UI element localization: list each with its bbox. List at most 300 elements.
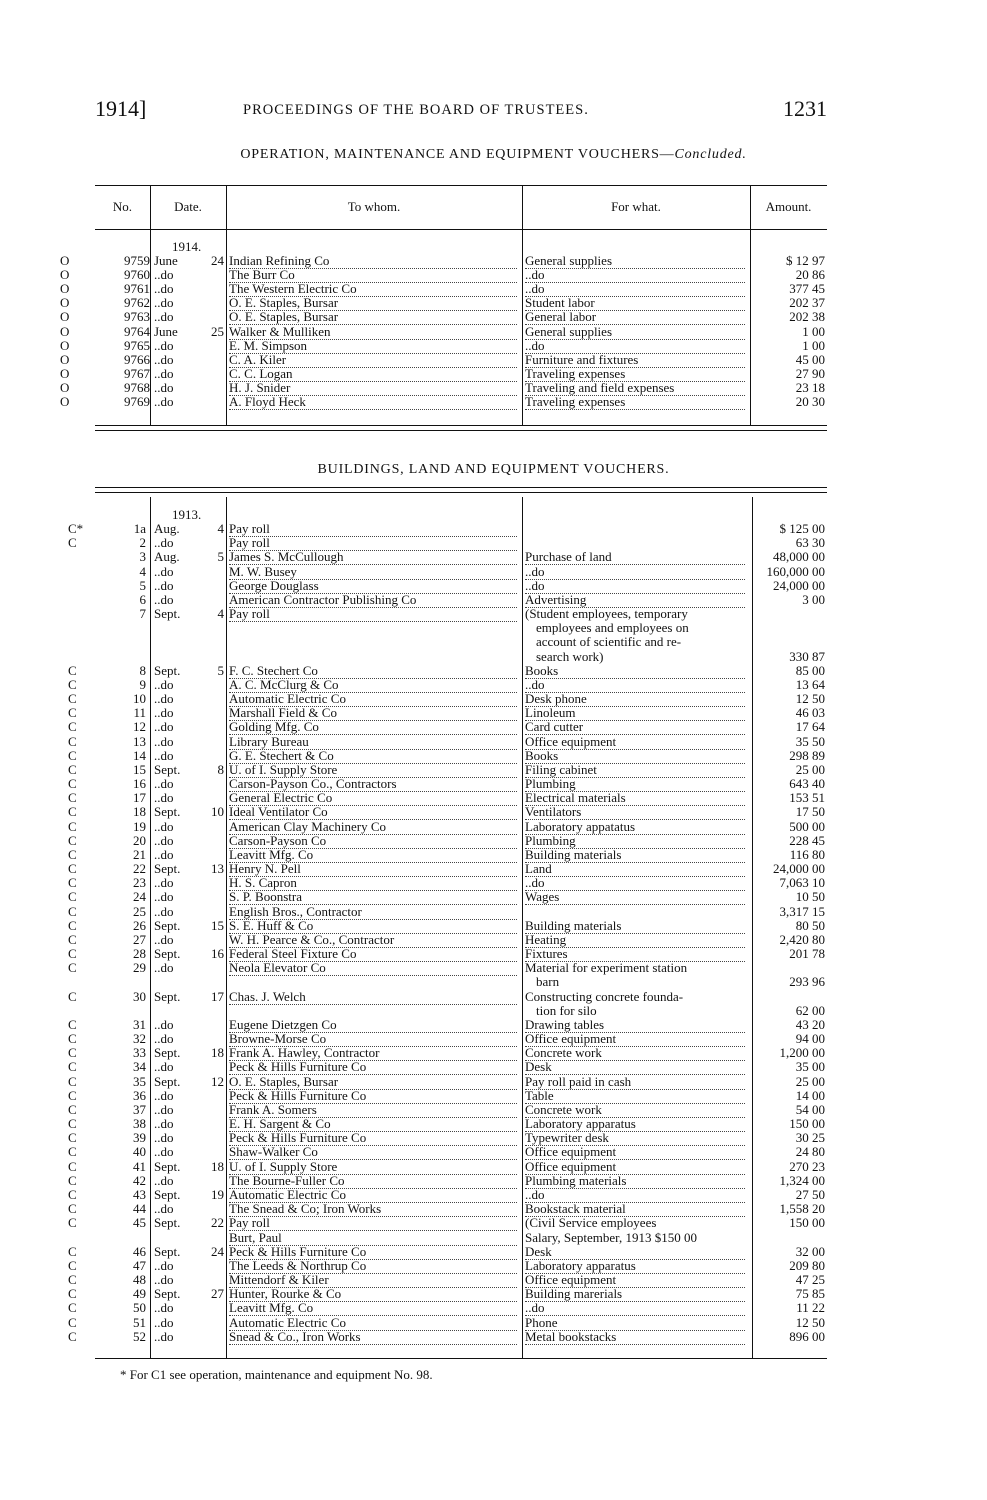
voucher-mark: C (68, 691, 77, 707)
payee: Eugene Dietzgen Co (229, 1018, 517, 1033)
voucher-mark: O (60, 394, 70, 409)
voucher-date: ..do (154, 818, 174, 834)
voucher-number: 9768 (124, 379, 150, 395)
voucher-mark: C* (68, 521, 84, 536)
voucher-date: ..do (154, 394, 174, 409)
purpose: Land (525, 862, 745, 877)
payee: U. of I. Supply Store (229, 763, 517, 778)
voucher-date: Sept. (154, 1073, 181, 1089)
payee: A. C. McClurg & Co (229, 678, 517, 693)
header-title: PROCEEDINGS OF THE BOARD OF TRUSTEES. (243, 102, 589, 118)
section1-title-suffix: Concluded. (674, 147, 747, 162)
year-label: 1914. (172, 238, 202, 254)
purpose: ..do (525, 876, 745, 891)
voucher-number: 6 (139, 591, 146, 607)
voucher-date: ..do (154, 535, 174, 551)
payee: F. C. Stechert Co (229, 664, 517, 679)
purpose: Office equipment (525, 1273, 745, 1288)
payee: A. Floyd Heck (229, 395, 517, 410)
amount: 500 00 (789, 818, 825, 834)
payee: Browne-Morse Co (229, 1032, 517, 1047)
amount: 17 64 (795, 719, 825, 735)
payee: Peck & Hills Furniture Co (229, 1089, 517, 1104)
voucher-date: Sept. (154, 988, 181, 1004)
footnote: * For C1 see operation, maintenance and equipment No. 98. (120, 1367, 433, 1382)
voucher-date: ..do (154, 832, 174, 848)
voucher-date: ..do (154, 1300, 174, 1316)
payee: American Clay Machinery Co (229, 820, 517, 835)
voucher-date: ..do (154, 1257, 174, 1273)
voucher-mark: C (68, 1172, 77, 1188)
payee: C. A. Kiler (229, 353, 517, 368)
voucher-number: 13 (133, 733, 146, 749)
amount: 1,200 00 (779, 1045, 825, 1061)
payee: George Douglass (229, 579, 517, 594)
voucher-mark: C (68, 1158, 77, 1174)
purpose: Traveling and field expenses (525, 381, 745, 396)
purpose: Office equipment (525, 1032, 745, 1047)
purpose: Laboratory apparatus (525, 1259, 745, 1274)
payee: O. E. Staples, Bursar (229, 310, 517, 325)
payee: Ideal Ventilator Co (229, 805, 517, 820)
amount: 20 30 (795, 394, 825, 409)
amount: 63 30 (795, 535, 825, 551)
amount: 202 38 (789, 309, 825, 325)
voucher-date: Sept. (154, 917, 181, 933)
payee: Mittendorf & Kiler (229, 1273, 517, 1288)
purpose: Concrete work (525, 1046, 745, 1061)
amount: 35 50 (795, 733, 825, 749)
purpose: Drawing tables (525, 1018, 745, 1033)
table1-col-divider (522, 185, 523, 425)
voucher-mark: C (68, 1016, 77, 1032)
voucher-number: 9765 (124, 337, 150, 353)
voucher-date: ..do (154, 1101, 174, 1117)
voucher-mark: C (68, 903, 77, 919)
voucher-date: Sept. (154, 606, 181, 622)
voucher-number: 51 (133, 1314, 146, 1330)
purpose: ..do (525, 268, 745, 283)
payee: Federal Steel Fixture Co (229, 947, 517, 962)
amount: 293 96 (789, 974, 825, 990)
purpose: Laboratory apparatus (525, 1117, 745, 1132)
voucher-mark: C (68, 1101, 77, 1117)
section1-title (0, 147, 987, 163)
voucher-mark: C (68, 705, 77, 721)
amount: 298 89 (789, 747, 825, 763)
purpose: Plumbing (525, 834, 745, 849)
voucher-mark: O (60, 365, 70, 381)
voucher-mark: C (68, 832, 77, 848)
voucher-number: 9763 (124, 309, 150, 325)
purpose: Bookstack material (525, 1202, 745, 1217)
voucher-mark: O (60, 309, 70, 325)
purpose: Table (525, 1089, 745, 1104)
purpose: Plumbing (525, 777, 745, 792)
purpose: Books (525, 749, 745, 764)
voucher-number: 1a (133, 521, 146, 536)
purpose: ..do (525, 339, 745, 354)
table1-col-divider (750, 185, 751, 425)
voucher-number: 11 (133, 705, 146, 721)
voucher-number: 40 (133, 1144, 146, 1160)
payee: Frank A. Somers (229, 1103, 517, 1118)
amount: 10 50 (795, 889, 825, 905)
voucher-date: ..do (154, 719, 174, 735)
purpose: (Student employees, temporary (525, 607, 688, 622)
payee: O. E. Staples, Bursar (229, 296, 517, 311)
voucher-mark: C (68, 1215, 77, 1231)
voucher-date: Sept. (154, 1186, 181, 1202)
amount: 11 22 (796, 1300, 825, 1316)
payee: The Western Electric Co (229, 282, 517, 297)
amount: 24 80 (795, 1144, 825, 1160)
voucher-date: ..do (154, 776, 174, 792)
amount: 23 18 (795, 379, 825, 395)
voucher-date: ..do (154, 365, 174, 381)
voucher-day: 4 (217, 521, 224, 536)
amount: 75 85 (795, 1286, 825, 1302)
voucher-number: 39 (133, 1130, 146, 1146)
payee: American Contractor Publishing Co (229, 593, 517, 608)
voucher-date: ..do (154, 1031, 174, 1047)
voucher-number: 43 (133, 1186, 146, 1202)
purpose: (Civil Service employees (525, 1216, 657, 1231)
voucher-mark: O (60, 281, 70, 297)
voucher-mark: C (68, 875, 77, 891)
voucher-number: 9769 (124, 394, 150, 409)
voucher-number: 49 (133, 1286, 146, 1302)
voucher-mark: C (68, 1073, 77, 1089)
voucher-mark: O (60, 351, 70, 367)
purpose: account of scientific and re- (536, 635, 682, 650)
col-amount: Amount. (765, 199, 812, 214)
voucher-number: 17 (133, 790, 146, 806)
voucher-mark: C (68, 1272, 77, 1287)
voucher-number: 9 (139, 676, 146, 692)
payee: W. H. Pearce & Co., Contractor (229, 933, 517, 948)
voucher-number: 47 (133, 1257, 146, 1273)
voucher-number: 42 (133, 1172, 146, 1188)
voucher-number: 34 (133, 1059, 146, 1075)
voucher-number: 7 (139, 606, 146, 622)
purpose: Building materials (525, 919, 745, 934)
voucher-date: ..do (154, 1130, 174, 1146)
voucher-date: Sept. (154, 1286, 181, 1302)
payee: Peck & Hills Furniture Co (229, 1131, 517, 1146)
voucher-mark: C (68, 662, 77, 678)
payee: Pay roll (229, 536, 517, 551)
payee: Burt, Paul (229, 1231, 517, 1246)
amount: 1 00 (802, 337, 825, 353)
amount: 46 03 (795, 705, 825, 721)
amount: 35 00 (795, 1059, 825, 1075)
voucher-date: ..do (154, 1314, 174, 1330)
purpose: Building materials (525, 848, 745, 863)
voucher-number: 9766 (124, 351, 150, 367)
purpose: Linoleum (525, 706, 745, 721)
amount: 330 87 (789, 648, 825, 664)
payee: Carson-Payson Co (229, 834, 517, 849)
amount: 1,558 20 (779, 1201, 825, 1217)
voucher-date: ..do (154, 875, 174, 891)
voucher-day: 22 (211, 1215, 224, 1231)
voucher-number: 12 (133, 719, 146, 735)
voucher-date: Sept. (154, 804, 181, 820)
voucher-number: 4 (139, 563, 146, 579)
voucher-date: ..do (154, 1116, 174, 1132)
voucher-number: 20 (133, 832, 146, 848)
payee: Marshall Field & Co (229, 706, 517, 721)
table1-col-divider (150, 185, 151, 425)
voucher-number: 18 (133, 804, 146, 820)
amount: 643 40 (789, 776, 825, 792)
payee: Carson-Payson Co., Contractors (229, 777, 517, 792)
voucher-day: 4 (217, 606, 224, 622)
voucher-date: ..do (154, 577, 174, 593)
voucher-date: ..do (154, 281, 174, 297)
amount: 17 50 (795, 804, 825, 820)
purpose: Plumbing materials (525, 1174, 745, 1189)
payee: James S. McCullough (229, 550, 517, 565)
amount: 228 45 (789, 832, 825, 848)
voucher-day: 5 (217, 662, 224, 678)
voucher-date: Sept. (154, 946, 181, 962)
table2-bottom-rule (95, 1358, 827, 1359)
voucher-date: ..do (154, 960, 174, 976)
amount: 7,063 10 (779, 875, 825, 891)
voucher-day: 12 (211, 1073, 224, 1089)
purpose: Purchase of land (525, 550, 745, 565)
page-number: 1231 (783, 96, 827, 121)
purpose: employees and employees on (536, 621, 689, 636)
table1-col-divider (226, 185, 227, 425)
amount: 377 45 (789, 281, 825, 297)
voucher-number: 27 (133, 931, 146, 947)
payee: Leavitt Mfg. Co (229, 1301, 517, 1316)
voucher-date: ..do (154, 1016, 174, 1032)
payee: Hunter, Rourke & Co (229, 1287, 517, 1302)
amount: 153 51 (789, 790, 825, 806)
voucher-mark: C (68, 790, 77, 806)
voucher-mark: C (68, 676, 77, 692)
voucher-date: ..do (154, 747, 174, 763)
header-year: 1914] (95, 96, 147, 121)
payee: Pay roll (229, 607, 517, 622)
payee: The Bourne-Fuller Co (229, 1174, 517, 1189)
voucher-day: 10 (211, 804, 224, 820)
voucher-number: 33 (133, 1045, 146, 1061)
voucher-date: ..do (154, 903, 174, 919)
amount: 20 86 (795, 267, 825, 283)
voucher-date: ..do (154, 931, 174, 947)
col-date: Date. (174, 199, 202, 214)
purpose: Material for experiment station (525, 961, 688, 976)
voucher-date: ..do (154, 351, 174, 367)
voucher-mark: C (68, 960, 77, 976)
amount: 160,000 00 (766, 563, 825, 579)
purpose: Metal bookstacks (525, 1330, 745, 1345)
voucher-mark: C (68, 818, 77, 834)
purpose: Constructing concrete founda- (525, 989, 684, 1004)
amount: $ 125 00 (779, 521, 825, 536)
col-no: No. (112, 199, 133, 214)
purpose: Filing cabinet (525, 763, 745, 778)
payee: Henry N. Pell (229, 862, 517, 877)
voucher-date: ..do (154, 295, 174, 311)
payee: G. E. Stechert & Co (229, 749, 517, 764)
payee: The Leeds & Northrup Co (229, 1259, 517, 1274)
voucher-date: ..do (154, 733, 174, 749)
amount: 202 37 (789, 295, 825, 311)
payee: S. E. Huff & Co (229, 919, 517, 934)
voucher-mark: O (60, 267, 70, 283)
voucher-number: 41 (133, 1158, 146, 1174)
amount: 201 78 (789, 946, 825, 962)
voucher-number: 46 (133, 1243, 146, 1259)
voucher-mark: C (68, 535, 77, 551)
voucher-mark: C (68, 1087, 77, 1103)
voucher-number: 21 (133, 846, 146, 862)
voucher-mark: C (68, 1328, 77, 1344)
voucher-number: 32 (133, 1031, 146, 1047)
voucher-mark: O (60, 253, 70, 268)
voucher-mark: O (60, 337, 70, 353)
amount: 2,420 80 (779, 931, 825, 947)
voucher-number: 9762 (124, 295, 150, 311)
payee: Frank A. Hawley, Contractor (229, 1046, 517, 1061)
payee: The Burr Co (229, 268, 517, 283)
section2-title: BUILDINGS, LAND AND EQUIPMENT VOUCHERS. (317, 462, 670, 477)
payee: Peck & Hills Furniture Co (229, 1245, 517, 1260)
voucher-day: 27 (211, 1286, 224, 1302)
purpose: Advertising (525, 593, 745, 608)
voucher-date: ..do (154, 563, 174, 579)
purpose: Electrical materials (525, 791, 745, 806)
amount: $ 12 97 (786, 253, 825, 268)
voucher-number: 22 (133, 861, 146, 877)
voucher-date: ..do (154, 1059, 174, 1075)
voucher-day: 13 (211, 861, 224, 877)
payee: Pay roll (229, 1216, 517, 1231)
amount: 896 00 (789, 1328, 825, 1344)
payee: Snead & Co., Iron Works (229, 1330, 517, 1345)
voucher-mark: C (68, 988, 77, 1004)
voucher-day: 16 (211, 946, 224, 962)
amount: 32 00 (795, 1243, 825, 1259)
voucher-date: ..do (154, 337, 174, 353)
payee: Indian Refining Co (229, 254, 517, 269)
voucher-number: 9760 (124, 267, 150, 283)
amount: 24,000 00 (773, 577, 825, 593)
voucher-mark: C (68, 747, 77, 763)
voucher-number: 35 (133, 1073, 146, 1089)
purpose: Phone (525, 1316, 745, 1331)
purpose: General supplies (525, 254, 745, 269)
amount: 27 50 (795, 1186, 825, 1202)
payee: H. J. Snider (229, 381, 517, 396)
purpose: search work) (536, 649, 604, 664)
voucher-mark: C (68, 733, 77, 749)
payee: General Electric Co (229, 791, 517, 806)
amount: 24,000 00 (773, 861, 825, 877)
payee: Automatic Electric Co (229, 692, 517, 707)
table1-bottom-rule (95, 425, 827, 426)
voucher-number: 48 (133, 1272, 146, 1287)
purpose: Heating (525, 933, 745, 948)
voucher-date: ..do (154, 267, 174, 283)
amount: 14 00 (795, 1087, 825, 1103)
purpose: Wages (525, 890, 745, 905)
voucher-number: 52 (133, 1328, 146, 1344)
voucher-number: 30 (133, 988, 146, 1004)
payee: Walker & Mulliken (229, 325, 517, 340)
voucher-date: Sept. (154, 1243, 181, 1259)
purpose: ..do (525, 579, 745, 594)
voucher-mark: C (68, 1300, 77, 1316)
voucher-mark: O (60, 323, 70, 339)
amount: 3,317 15 (779, 903, 825, 919)
voucher-date: June (154, 253, 178, 268)
amount: 12 50 (795, 691, 825, 707)
amount: 85 00 (795, 662, 825, 678)
purpose: tion for silo (536, 1003, 597, 1018)
voucher-date: ..do (154, 889, 174, 905)
purpose: Pay roll paid in cash (525, 1075, 745, 1090)
purpose: Desk (525, 1060, 745, 1075)
voucher-mark: C (68, 1130, 77, 1146)
table2-col-divider (752, 497, 753, 1358)
voucher-date: Sept. (154, 761, 181, 777)
voucher-number: 8 (139, 662, 146, 678)
payee: C. C. Logan (229, 367, 517, 382)
voucher-mark: C (68, 917, 77, 933)
amount: 12 50 (795, 1314, 825, 1330)
amount: 116 80 (789, 846, 825, 862)
voucher-mark: C (68, 846, 77, 862)
voucher-mark: C (68, 931, 77, 947)
voucher-mark: C (68, 1314, 77, 1330)
voucher-mark: O (60, 379, 70, 395)
amount: 43 20 (795, 1016, 825, 1032)
purpose: Furniture and fixtures (525, 353, 745, 368)
purpose: ..do (525, 678, 745, 693)
amount: 150 00 (789, 1116, 825, 1132)
voucher-number: 25 (133, 903, 146, 919)
amount: 27 90 (795, 365, 825, 381)
payee: H. S. Capron (229, 876, 517, 891)
purpose: Ventilators (525, 805, 745, 820)
voucher-date: Sept. (154, 1045, 181, 1061)
payee: Neola Elevator Co (229, 961, 517, 976)
voucher-day: 15 (211, 917, 224, 933)
payee: Leavitt Mfg. Co (229, 848, 517, 863)
voucher-date: ..do (154, 705, 174, 721)
voucher-day: 24 (211, 253, 224, 268)
running-header (95, 96, 827, 130)
voucher-day: 17 (211, 988, 224, 1004)
payee: O. E. Staples, Bursar (229, 1075, 517, 1090)
payee: Peck & Hills Furniture Co (229, 1060, 517, 1075)
col-to-whom: To whom. (347, 199, 401, 214)
purpose: Books (525, 664, 745, 679)
voucher-number: 50 (133, 1300, 146, 1316)
voucher-mark: C (68, 761, 77, 777)
amount: 30 25 (795, 1130, 825, 1146)
payee: The Snead & Co; Iron Works (229, 1202, 517, 1217)
payee: M. W. Busey (229, 565, 517, 580)
purpose: Office equipment (525, 1145, 745, 1160)
